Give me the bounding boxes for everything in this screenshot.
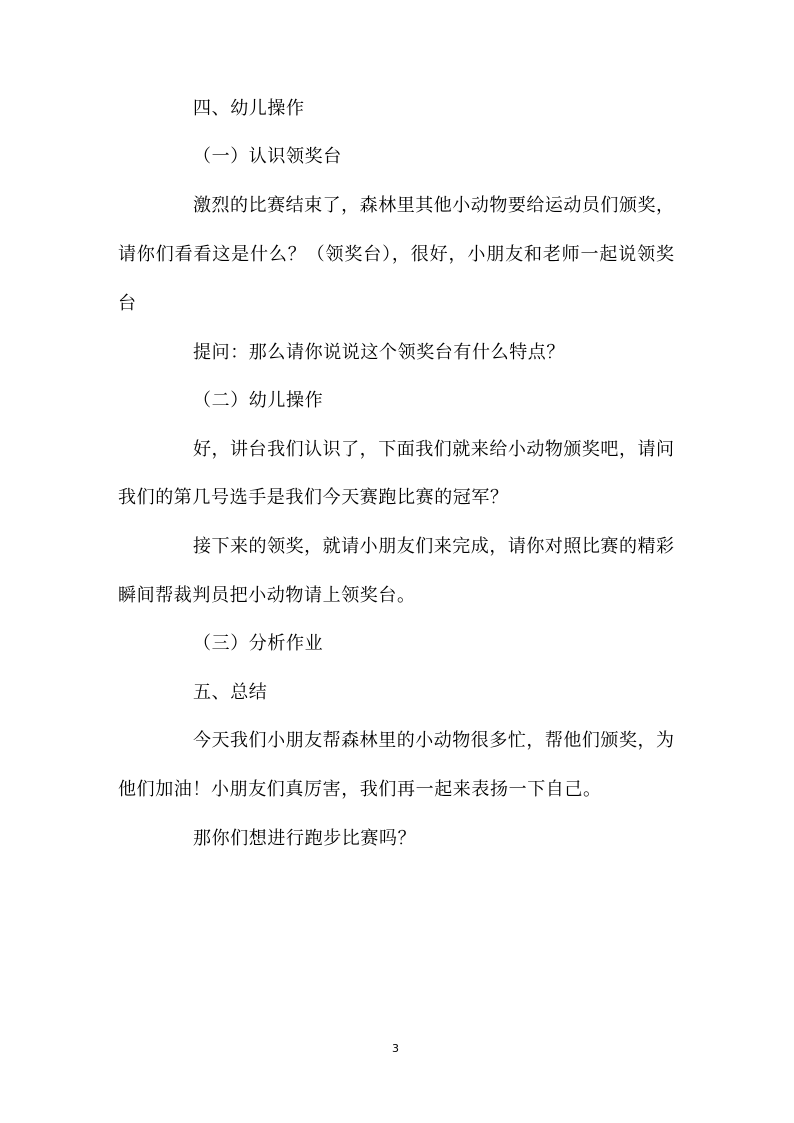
subheading-3: （三）分析作业 (193, 633, 324, 654)
paragraph-line: 瞬间帮裁判员把小动物请上领奖台。 (118, 585, 416, 606)
page-number: 3 (392, 1042, 399, 1055)
subheading-2: （二）幼儿操作 (193, 390, 324, 411)
paragraph-line: 好，讲台我们认识了，下面我们就来给小动物颁奖吧，请问 (193, 439, 674, 460)
heading-section-4: 四、幼儿操作 (193, 98, 305, 119)
paragraph-line: 那你们想进行跑步比赛吗？ (193, 828, 417, 849)
paragraph-line: 我们的第几号选手是我们今天赛跑比赛的冠军？ (118, 487, 509, 508)
paragraph-line: 台 (118, 293, 137, 314)
paragraph-line: 请你们看看这是什么？（领奖台），很好，小朋友和老师一起说领奖 (118, 244, 674, 265)
paragraph-line: 接下来的领奖，就请小朋友们来完成，请你对照比赛的精彩 (193, 536, 674, 557)
paragraph-line: 今天我们小朋友帮森林里的小动物很多忙，帮他们颁奖，为 (193, 730, 674, 751)
paragraph-line: 他们加油！小朋友们真厉害，我们再一起来表扬一下自己。 (118, 779, 602, 800)
paragraph-line: 激烈的比赛结束了，森林里其他小动物要给运动员们颁奖， (193, 195, 674, 216)
subheading-1: （一）认识领奖台 (193, 146, 342, 167)
paragraph-line: 提问：那么请你说说这个领奖台有什么特点？ (193, 342, 565, 363)
heading-section-5: 五、总结 (193, 682, 268, 703)
